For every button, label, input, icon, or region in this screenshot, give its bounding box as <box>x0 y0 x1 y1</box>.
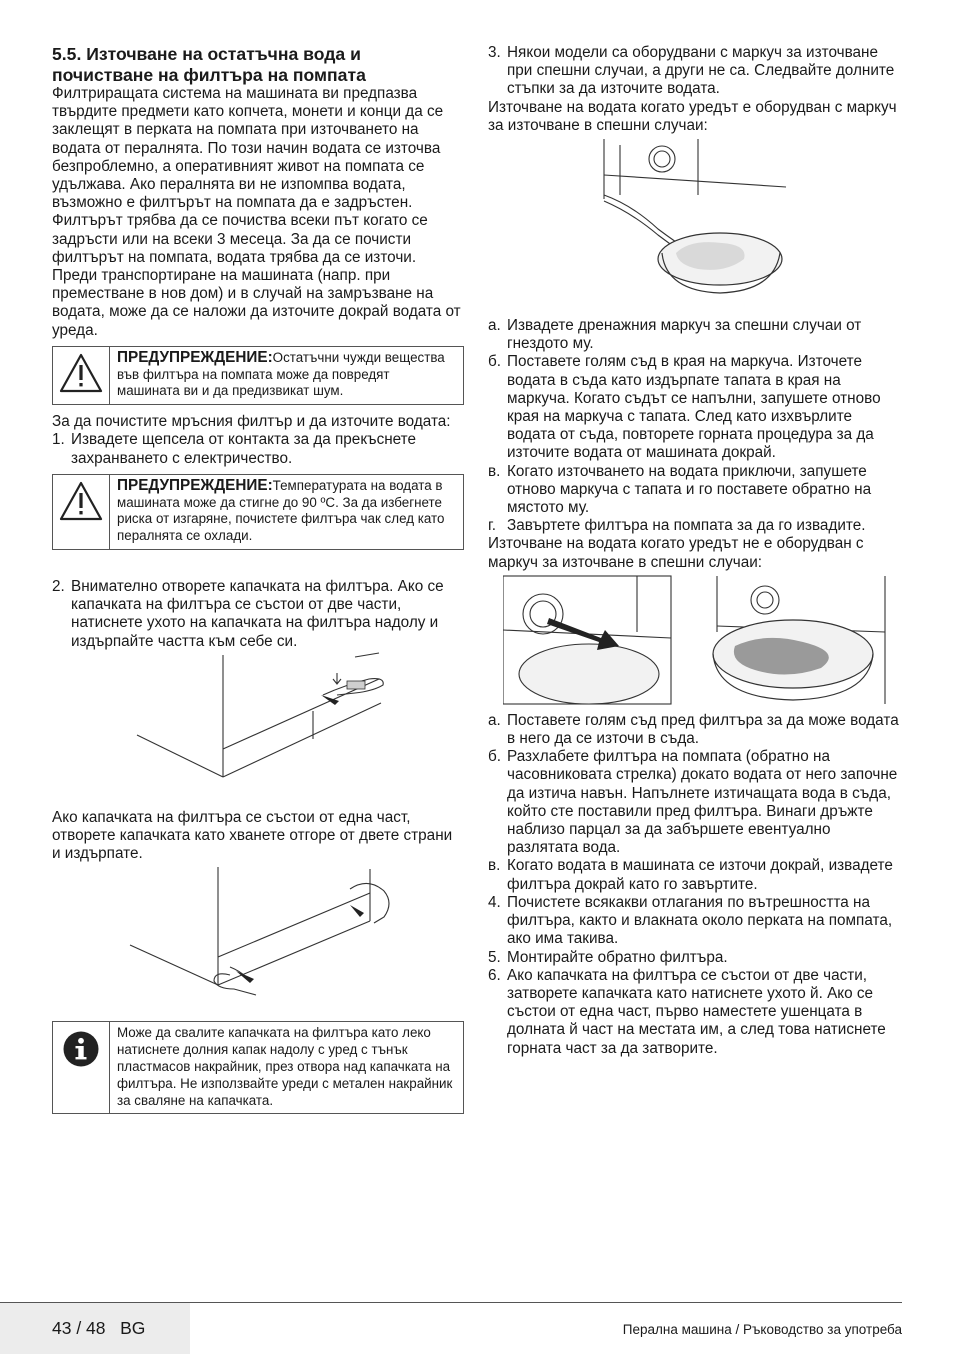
warning-box-2 <box>52 474 464 550</box>
section-title: 5.5. Източване на остатъчна вода и почистване на филтъра на помпата <box>52 44 366 85</box>
step-number: 5. <box>488 948 501 966</box>
step-text: Почистете всякакви отлагания по вътрешността на филтъра, както и влакната около перката на помпата, ако има такива. <box>507 893 893 948</box>
one-part-cover-text: Ако капачката на филтъра се състои от една част, отворете капачката като хванете отгоре от двете страни и издърпате. <box>52 808 453 863</box>
footer-document-title: Перална машина / Ръководство за употреба <box>622 1322 902 1337</box>
hose-step-g <box>488 517 902 535</box>
page-number: 43 / 48 BG <box>52 1318 146 1338</box>
step-text: Разхлабете филтъра на помпата (обратно на часовниковата стрелка) докато водата от него започне да изтича навън. Напълнете изтичащата вода в съда, който сте поставили пред филтъра. Винаги дръжте наблизо парцал за да забършете евентуално разлятата вода. <box>507 748 898 857</box>
info-text: Може да свалите капачката на филтъра като леко натиснете долния капак надолу с уред с тънък пластмасов накрайник, през отвора над капачката на филтъра. Не използвайте уреди с метален накрайник за сваляне на капачката. <box>117 1025 453 1108</box>
step-2 <box>52 578 464 651</box>
without-hose-title: Източване на водата когато уредът не е оборудван с маркуч за източване в спешни случаи: <box>488 535 864 571</box>
step-marker: в. <box>488 462 501 480</box>
step-text: Монтирайте обратно филтъра. <box>507 948 728 966</box>
warning-label: ПРЕДУПРЕЖДЕНИЕ: <box>117 348 273 366</box>
drain-intro: За да почистите мръсния филтър и да източите водата: <box>52 413 451 431</box>
hose-step-v <box>488 463 902 518</box>
hose-step-b <box>488 353 902 462</box>
step-text: Когато водата в машината се източи докрай, извадете филтъра докрай като го завъртите. <box>507 857 893 893</box>
warning-box-1 <box>52 346 464 405</box>
step-6 <box>488 967 902 1058</box>
step-text: Поставете голям съд пред филтъра за да може водата в него да се източи в съда. <box>507 711 899 748</box>
filter-drain-illustrations <box>503 572 887 706</box>
filter-cover-one-part-illustration <box>118 863 398 1013</box>
step-text: Някои модели са оборудвани с маркуч за източване при спешни случаи, а други не са. Следвайте долните стъпки за да източите водата. <box>507 44 895 98</box>
step-3 <box>488 44 902 99</box>
step-number: 6. <box>488 966 501 984</box>
step-5 <box>488 949 902 967</box>
step-marker: г. <box>488 517 496 535</box>
nohose-step-b <box>488 748 902 857</box>
step-text: Поставете голям съд в края на маркуча. Източете водата в съда като издърпате тапата в края на маркуча. Когато съдът се напълни, запушете отново края на маркуча с тапата. След като изхвърлите водата от съда, повторете горната процедура за да източите водата от машината докрай. <box>507 353 881 462</box>
step-number: 2. <box>52 578 65 596</box>
step-marker: в. <box>488 857 501 875</box>
warning-icon <box>53 347 110 404</box>
hose-step-a <box>488 317 902 353</box>
warning-text: Температурата на водата в машината може да стигне до 90 ºC. За да избегнете риска от изгаряне, почистете филтъра чак след като пералнята се охлади. <box>117 477 445 544</box>
step-text: Внимателно отворете капачката на филтъра. Ако се капачката на филтъра се състои от две части, натиснете ухото на капачката на филтъра надолу и издърпайте частта към себе си. <box>71 578 444 650</box>
left-column <box>52 44 464 1114</box>
nohose-step-a <box>488 712 902 748</box>
step-text: Извадете дренажния маркуч за спешни случаи от гнездото му. <box>507 317 862 353</box>
step-number: 4. <box>488 893 501 911</box>
step-text: Завъртете филтъра на помпата за да го извадите. <box>507 517 866 535</box>
step-text: Ако капачката на филтъра се състои от две части, затворете капачката като натиснете ухото й. Ако се състои от една част, първо наместете ушенцата в долната й част на местата им, а след това натиснете горната част за да затворите. <box>507 966 886 1057</box>
info-box <box>52 1021 464 1114</box>
nohose-step-v <box>488 857 902 893</box>
right-column <box>488 44 902 1058</box>
step-4 <box>488 894 902 949</box>
step-text: Когато източването на водата приключи, запушете отново маркуча с тапата и го поставете обратно на мястото му. <box>507 462 872 517</box>
step-marker: б. <box>488 353 502 371</box>
warning-label: ПРЕДУПРЕЖДЕНИЕ: <box>117 476 273 494</box>
warning-icon <box>53 475 110 549</box>
step-marker: б. <box>488 748 502 766</box>
step-1 <box>52 431 464 467</box>
info-icon <box>53 1022 110 1113</box>
step-number: 1. <box>52 431 65 449</box>
with-hose-title: Източване на водата когато уредът е оборудван с маркуч за източване в спешни случаи: <box>488 98 897 134</box>
step-number: 3. <box>488 44 501 61</box>
step-text: Извадете щепсела от контакта за да прекъснете захранването с електричество. <box>71 431 417 467</box>
warning-text: Остатъчни чужди вещества във филтъра на помпата може да повредят машината ви и да предизвикат шум. <box>117 349 445 399</box>
step-marker: a. <box>488 317 501 335</box>
section-intro: Филтриращата система на машината ви предпазва твърдите предмети като копчета, монети и конци да се заклещят в перката на помпата при източването на водата от пералнята. По този начин водата се източва безпроблемно, а оперативният живот на помпата се удължава. Ако пералнята ви не изпомпва водата, възможно е филтърът на помпата да е задръстен. Филтърът трябва да се почиства всеки път когато се задръсти или на всеки 3 месеца. За да се почисти филтърът на помпата, водата трябва да се източи. Преди транспортиране на машината (напр. при преместване в нов дом) и в случай на замръзване на водата, може да се наложи да източите докрай водата от уреда. <box>52 85 461 339</box>
drain-hose-illustration <box>602 135 788 311</box>
filter-cover-two-part-illustration <box>123 651 393 801</box>
step-marker: a. <box>488 711 501 729</box>
